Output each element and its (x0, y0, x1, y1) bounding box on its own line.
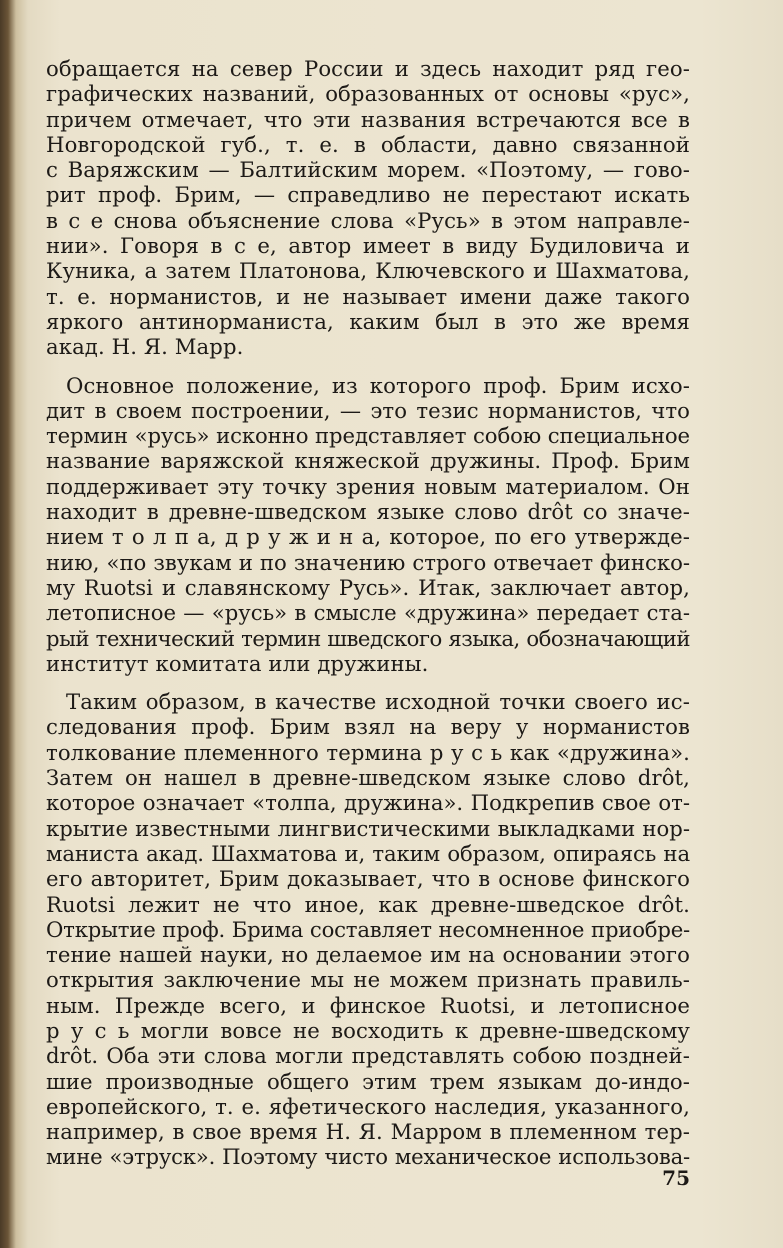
text-line: му Ruotsi и славянскому Русь». Итак, заключает автор, (46, 574, 690, 600)
text-line: мине «этруск». Поэтому чисто механическое использова- (46, 1144, 690, 1170)
text-line: следования проф. Брим взял на веру у норманистов (46, 714, 690, 740)
text-line: тение нашей науки, но делаемое им на основании этого (46, 942, 690, 968)
text-line: термин «русь» исконно представляет собою специальное (46, 423, 690, 449)
text-line: летописное — «русь» в смысле «дружина» передает ста- (46, 600, 690, 626)
text-line: т. е. норманистов, и не называет имени даже такого (46, 283, 690, 309)
text-line: маниста акад. Шахматова и, таким образом, опираясь на (46, 840, 690, 866)
text-line: в с е снова объяснение слова «Русь» в этом направле- (46, 207, 690, 233)
text-line: институт комитата или дружины. (46, 650, 429, 676)
text-line: ным. Прежде всего, и финское Ruotsi, и летописное (46, 992, 690, 1018)
text-line: обращается на север России и здесь находит ряд гео- (46, 56, 690, 81)
text-line: Открытие проф. Брима составляет несомненное приобре- (46, 916, 690, 942)
text-line: например, в свое время Н. Я. Марром в племенном тер- (46, 1119, 690, 1145)
text-line: Основное положение, из которого проф. Брим исхо- (66, 372, 690, 398)
text-line: открытия заключение мы не можем признать правиль- (46, 967, 690, 993)
text-line: с Варяжским — Балтийским морем. «Поэтому, — гово- (46, 157, 690, 183)
text-line: Новгородской губ., т. е. в области, давно связанной (46, 131, 690, 157)
text-line: причем отмечает, что эти названия встречаются все в (46, 106, 690, 132)
text-line: которое означает «толпа, дружина». Подкрепив свое от- (46, 790, 690, 816)
text-line: Затем он нашел в древне-шведском языке слово drôt, (46, 765, 690, 791)
text-line: Ruotsi лежит не что иное, как древне-шведское drôt. (46, 891, 690, 917)
text-column (46, 56, 690, 1183)
page-number: 75 (662, 1166, 690, 1190)
text-line: рый технический термин шведского языка, обозначающий (46, 625, 690, 651)
text-line: Таким образом, в качестве исходной точки своего ис- (66, 689, 690, 715)
text-line: drôt. Оба эти слова могли представлять собою поздней- (46, 1043, 690, 1069)
text-line: его авторитет, Брим доказывает, что в основе финского (46, 866, 690, 892)
text-line: шие производные общего этим трем языкам до-индо- (46, 1068, 690, 1094)
text-line: р у с ь могли вовсе не восходить к древне-шведскому (46, 1017, 690, 1043)
text-line: дит в своем построении, — это тезис норманистов, что (46, 397, 690, 423)
paragraph-2 (46, 373, 690, 677)
text-line: яркого антинорманиста, каким был в это же время (46, 308, 690, 334)
text-line: толкование племенного термина р у с ь как «дружина». (46, 739, 690, 765)
text-line: крытие известными лингвистическими выкладками нор- (46, 815, 690, 841)
text-line: поддерживает эту точку зрения новым материалом. Он (46, 473, 690, 499)
text-line: рит проф. Брим, — справедливо не перестают искать (46, 182, 690, 208)
text-line: акад. Н. Я. Марр. (46, 334, 244, 360)
text-line: нии». Говоря в с е, автор имеет в виду Будиловича и (46, 233, 690, 259)
paragraph-3 (46, 689, 690, 1170)
text-line: европейского, т. е. яфетического наследия, указанного, (46, 1093, 690, 1119)
text-line: название варяжской княжеской дружины. Проф. Брим (46, 448, 690, 474)
paragraph-1 (46, 56, 690, 360)
text-line: Куника, а затем Платонова, Ключевского и Шахматова, (46, 258, 690, 284)
text-line: находит в древне-шведском языке слово drôt со значе- (46, 499, 690, 525)
text-line: графических названий, образованных от основы «рус», (46, 81, 690, 107)
text-line: нием т о л п а, д р у ж и н а, которое, по его утвержде- (46, 524, 690, 550)
text-line: нию, «по звукам и по значению строго отвечает финско- (46, 549, 690, 575)
